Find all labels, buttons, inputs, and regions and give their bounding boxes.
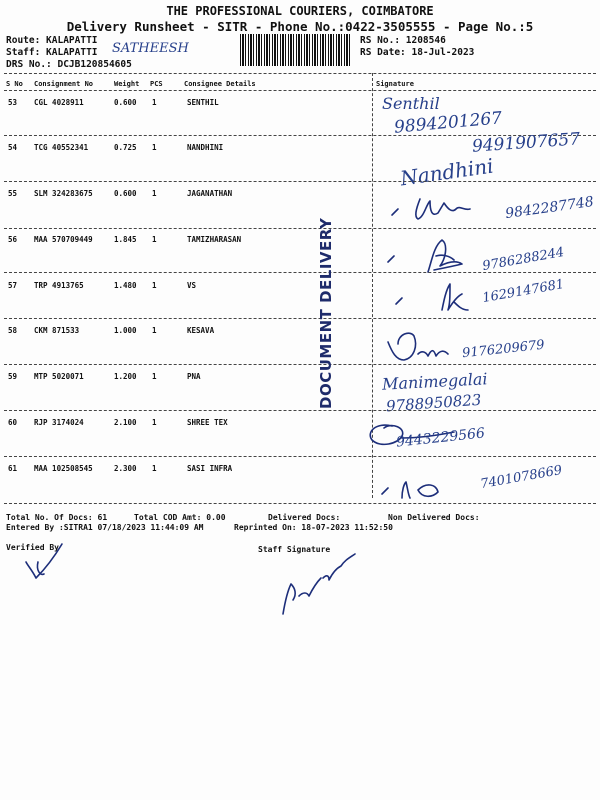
row-weight: 2.300 bbox=[114, 464, 137, 473]
row-pcs: 1 bbox=[152, 464, 157, 473]
verified-by-label: Verified By bbox=[6, 543, 59, 552]
row-pcs: 1 bbox=[152, 98, 157, 107]
row-sno: 61 bbox=[8, 464, 18, 473]
row-divider bbox=[4, 364, 596, 365]
table-bottom-rule bbox=[4, 503, 596, 504]
rs-date: RS Date: 18-Jul-2023 bbox=[360, 47, 475, 58]
handwritten-name: Nandhini bbox=[398, 153, 495, 191]
handwritten-phone: 9176209679 bbox=[461, 337, 546, 362]
row-consignment: RJP 3174024 bbox=[34, 418, 84, 427]
row-pcs: 1 bbox=[152, 189, 157, 198]
col-pcs: PCS bbox=[150, 80, 163, 88]
row-sno: 59 bbox=[8, 372, 18, 381]
row-consignee: NANDHINI bbox=[187, 143, 224, 152]
row-weight: 2.100 bbox=[114, 418, 137, 427]
row-divider bbox=[4, 318, 596, 319]
row-pcs: 1 bbox=[152, 281, 157, 290]
total-docs: Total No. Of Docs: 61 bbox=[6, 513, 108, 522]
row-sno: 57 bbox=[8, 281, 18, 290]
handwritten-name: Senthil bbox=[382, 94, 440, 113]
row-pcs: 1 bbox=[152, 326, 157, 335]
row-divider bbox=[4, 228, 596, 229]
row-pcs: 1 bbox=[152, 372, 157, 381]
row-consignment: MTP 5020071 bbox=[34, 372, 84, 381]
handwritten-phone: 9788950823 bbox=[385, 390, 482, 416]
handwritten-phone: 9786288244 bbox=[481, 244, 566, 275]
col-consignee: Consignee Details bbox=[184, 80, 256, 88]
handwritten-phone: 9842287748 bbox=[504, 193, 595, 223]
row-consignee: TAMIZHARASAN bbox=[187, 235, 242, 244]
row-consignee: SASI INFRA bbox=[187, 464, 233, 473]
handwritten-phone: 7401078669 bbox=[479, 462, 564, 493]
row-sno: 53 bbox=[8, 98, 18, 107]
signature-scribble bbox=[378, 476, 478, 504]
row-weight: 1.480 bbox=[114, 281, 137, 290]
company-title: THE PROFESSIONAL COURIERS, COIMBATORE bbox=[166, 4, 434, 18]
row-consignment: MAA 570709449 bbox=[34, 235, 93, 244]
row-weight: 0.725 bbox=[114, 143, 137, 152]
col-weight: Weight bbox=[114, 80, 140, 88]
staff-label: Staff: KALAPATTI bbox=[6, 47, 98, 58]
handwritten-name: Manimegalai bbox=[381, 369, 488, 394]
row-weight: 1.200 bbox=[114, 372, 137, 381]
header-rule-top bbox=[4, 73, 596, 74]
row-divider bbox=[4, 181, 596, 182]
row-divider bbox=[4, 456, 596, 457]
barcode bbox=[240, 34, 352, 66]
row-sno: 56 bbox=[8, 235, 18, 244]
route-label: Route: KALAPATTI bbox=[6, 35, 98, 46]
non-delivered-docs: Non Delivered Docs: bbox=[388, 513, 480, 522]
row-sno: 55 bbox=[8, 189, 18, 198]
handwritten-phone: 9443229566 bbox=[395, 425, 486, 451]
row-consignee: SHREE TEX bbox=[187, 418, 228, 427]
staff-signature-label: Staff Signature bbox=[258, 545, 331, 554]
row-consignment: TCG 40552341 bbox=[34, 143, 89, 152]
drs-number: DRS No.: DCJB120854605 bbox=[6, 59, 132, 70]
verifier-signature bbox=[22, 540, 82, 590]
row-consignee: KESAVA bbox=[187, 326, 215, 335]
total-cod: Total COD Amt: 0.00 bbox=[134, 513, 226, 522]
handwritten-phone: 9491907657 bbox=[471, 129, 581, 157]
handwritten-phone: 9894201267 bbox=[393, 108, 503, 138]
entered-by: Entered By :SITRA1 07/18/2023 11:44:09 AM bbox=[6, 523, 204, 532]
staff-signature bbox=[275, 548, 365, 618]
row-consignment: MAA 102508545 bbox=[34, 464, 93, 473]
row-consignment: SLM 324283675 bbox=[34, 189, 93, 198]
row-sno: 54 bbox=[8, 143, 18, 152]
handwritten-phone: 1629147681 bbox=[481, 276, 566, 307]
document-delivery-stamp: DOCUMENT DELIVERY bbox=[317, 217, 335, 409]
row-pcs: 1 bbox=[152, 235, 157, 244]
row-pcs: 1 bbox=[152, 143, 157, 152]
row-consignee: JAGANATHAN bbox=[187, 189, 233, 198]
signature-scribble bbox=[384, 236, 474, 276]
signature-scribble bbox=[392, 280, 482, 316]
row-divider bbox=[4, 272, 596, 273]
row-pcs: 1 bbox=[152, 418, 157, 427]
row-consignment: CKM 871533 bbox=[34, 326, 80, 335]
row-consignee: SENTHIL bbox=[187, 98, 219, 107]
row-consignee: VS bbox=[187, 281, 197, 290]
row-consignment: CGL 4028911 bbox=[34, 98, 84, 107]
row-weight: 0.600 bbox=[114, 98, 137, 107]
row-sno: 60 bbox=[8, 418, 18, 427]
row-weight: 1.845 bbox=[114, 235, 137, 244]
row-divider bbox=[4, 410, 596, 411]
delivered-docs: Delivered Docs: bbox=[268, 513, 341, 522]
row-consignee: PNA bbox=[187, 372, 201, 381]
col-signature: Signature bbox=[376, 80, 414, 88]
col-consignment: Consignment No bbox=[34, 80, 94, 88]
runsheet-subtitle: Delivery Runsheet - SITR - Phone No.:0422-3505555 - Page No.:5 bbox=[66, 19, 534, 34]
signature-scribble bbox=[384, 328, 464, 364]
signature-scribble bbox=[390, 195, 510, 225]
header-rule-bottom bbox=[4, 90, 596, 91]
row-consignment: TRP 4913765 bbox=[34, 281, 84, 290]
row-weight: 0.600 bbox=[114, 189, 137, 198]
staff-handwritten-name: SATHEESH bbox=[112, 41, 189, 56]
row-weight: 1.000 bbox=[114, 326, 137, 335]
reprinted-on: Reprinted On: 18-07-2023 11:52:50 bbox=[234, 523, 393, 532]
col-sno: S No bbox=[6, 80, 23, 88]
rs-number: RS No.: 1208546 bbox=[360, 35, 446, 46]
row-sno: 58 bbox=[8, 326, 18, 335]
